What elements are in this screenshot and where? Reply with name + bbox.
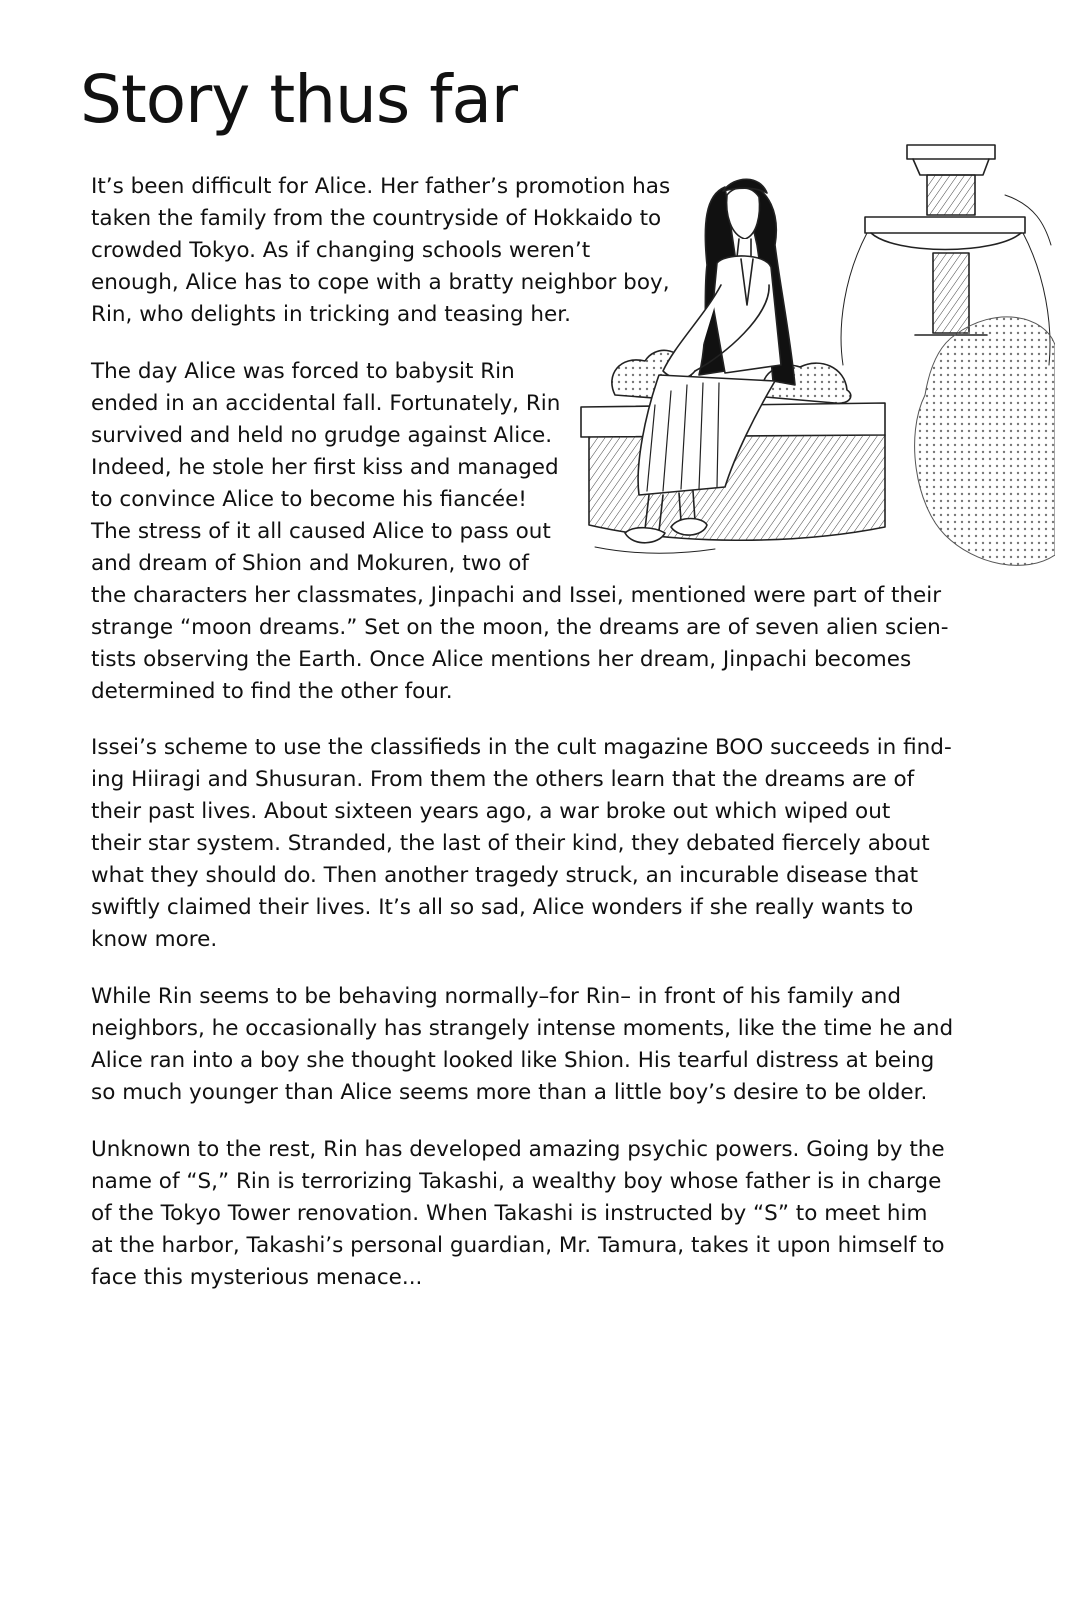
paragraph-1-line-5: Rin, who delights in tricking and teasing her. <box>91 302 571 327</box>
paragraph-1-line-1: It’s been difficult for Alice. Her father’s promotion has <box>91 174 671 199</box>
paragraph-5-line-2: name of “S,” Rin is terrorizing Takashi, a wealthy boy whose father is in charge <box>91 1169 942 1194</box>
paragraph-3-line-7: know more. <box>91 927 218 952</box>
paragraph-2-line-9: strange “moon dreams.” Set on the moon, the dreams are of seven alien scien- <box>91 615 949 640</box>
paragraph-5-line-3: of the Tokyo Tower renovation. When Takashi is instructed by “S” to meet him <box>91 1201 928 1226</box>
paragraph-3-line-5: what they should do. Then another tragedy struck, an incurable disease that <box>91 863 919 888</box>
paragraph-2-line-7: and dream of Shion and Mokuren, two of <box>91 551 529 576</box>
paragraph-5-line-1: Unknown to the rest, Rin has developed amazing psychic powers. Going by the <box>91 1137 945 1162</box>
paragraph-2-line-10: tists observing the Earth. Once Alice mentions her dream, Jinpachi becomes <box>91 647 912 672</box>
paragraph-4-line-3: Alice ran into a boy she thought looked like Shion. His tearful distress at being <box>91 1048 935 1073</box>
paragraph-1-line-4: enough, Alice has to cope with a bratty neighbor boy, <box>91 270 670 295</box>
paragraph-2-line-3: survived and held no grudge against Alice. <box>91 423 553 448</box>
paragraph-3-line-4: their star system. Stranded, the last of their kind, they debated fiercely about <box>91 831 930 856</box>
paragraph-5-line-4: at the harbor, Takashi’s personal guardian, Mr. Tamura, takes it upon himself to <box>91 1233 945 1258</box>
paragraph-2-line-6: The stress of it all caused Alice to pass out <box>91 519 551 544</box>
paragraph-1-line-3: crowded Tokyo. As if changing schools weren’t <box>91 238 591 263</box>
paragraph-3-line-6: swiftly claimed their lives. It’s all so sad, Alice wonders if she really wants to <box>91 895 914 920</box>
paragraph-4-line-1: While Rin seems to be behaving normally–for Rin– in front of his family and <box>91 984 902 1009</box>
paragraph-2-line-2: ended in an accidental fall. Fortunately, Rin <box>91 391 561 416</box>
paragraph-2-line-4: Indeed, he stole her first kiss and managed <box>91 455 559 480</box>
paragraph-2-line-5: to convince Alice to become his fiancée! <box>91 487 527 512</box>
paragraph-3-line-2: ing Hiiragi and Shusuran. From them the others learn that the dreams are of <box>91 767 915 792</box>
paragraph-2-line-1: The day Alice was forced to babysit Rin <box>91 359 515 384</box>
paragraph-2-line-11: determined to find the other four. <box>91 679 453 704</box>
paragraph-5-line-5: face this mysterious menace... <box>91 1265 423 1290</box>
paragraph-1-line-2: taken the family from the countryside of Hokkaido to <box>91 206 662 231</box>
page-title: Story thus far <box>80 61 518 138</box>
paragraph-3-line-3: their past lives. About sixteen years ago, a war broke out which wiped out <box>91 799 891 824</box>
paragraph-4-line-2: neighbors, he occasionally has strangely intense moments, like the time he and <box>91 1016 954 1041</box>
paragraph-4-line-4: so much younger than Alice seems more than a little boy’s desire to be older. <box>91 1080 928 1105</box>
paragraph-2-line-8: the characters her classmates, Jinpachi and Issei, mentioned were part of their <box>91 583 942 608</box>
paragraph-3-line-1: Issei’s scheme to use the classifieds in the cult magazine BOO succeeds in find- <box>91 735 952 760</box>
